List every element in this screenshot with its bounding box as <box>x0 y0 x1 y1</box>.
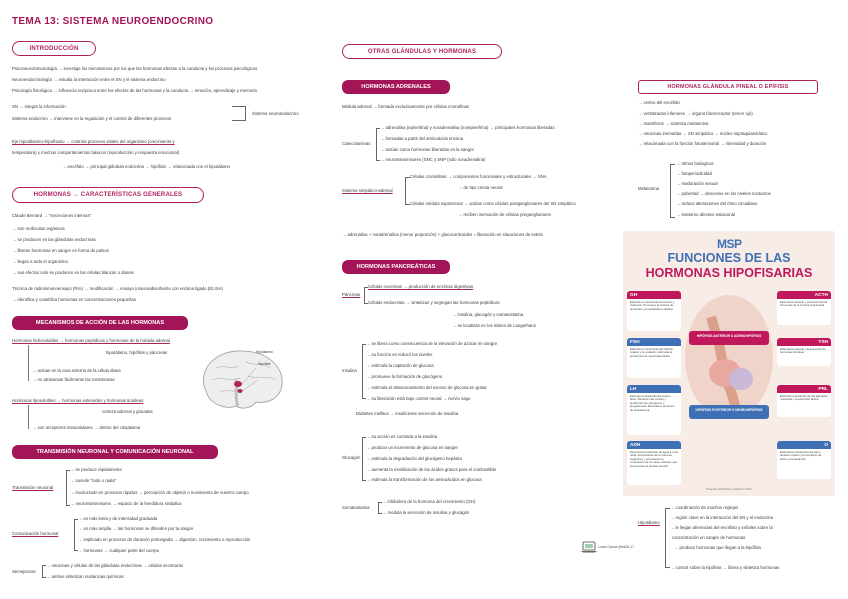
poster-box-code: TSH <box>777 338 831 346</box>
mecanismos-line: Hormonas liposolubles → hormonas esteroides y hormonas tiroideas <box>12 398 144 403</box>
poster-box-code: PRL <box>777 385 831 393</box>
transmision-line: → neuronas y células de las glándulas endocrinas → células secretoras <box>46 563 184 568</box>
intro-line: SN → integra la información <box>12 104 66 109</box>
transmision-line: → hormonas → cualquier parte del cuerpo <box>78 548 159 553</box>
intro-line: Psicología fisiológica → influencia recíproca entre los efectos de las hormonas y la conducta → emoción, aprendizaje y memoria <box>12 88 257 93</box>
author-signature: Lucía García @esiSL17 <box>598 545 635 549</box>
mecanismos-header: MECANISMOS DE ACCIÓN DE LAS HORMONAS <box>12 316 188 330</box>
poster-box-text: Estimula la síntesis y la secreción de hormonas tiroideas. <box>780 347 826 355</box>
somatostatina-label: Somatostatina <box>342 505 370 510</box>
hipotalamo-line: → produce hormonas que llegan a la hipófisis <box>674 545 762 550</box>
mecanismos-line: → no atraviesan fácilmente las membranas <box>32 377 115 382</box>
poster-box-text: Estimula el crecimiento de huesos y músculos. Promueve la síntesis de proteínas y el metabolismo lipídico. <box>630 300 675 311</box>
poster-box-text: Estimula el desarrollo del cuerpo lúteo, liberación del ovocito y producción de estrógenos y progesterona. Estimula la secreción de testosterona. <box>630 394 675 412</box>
poster-box-text: Estimula el desarrollo de las glándulas mamarias y la secreción láctea. <box>780 394 828 402</box>
mecanismos-branch <box>28 405 29 429</box>
brain-label-hipofisis: Hipófisis <box>258 362 271 366</box>
melatonina-line: → fotoperiodicidad <box>676 171 712 176</box>
glucagon-line: → su acción es contraria a la insulina <box>366 434 438 439</box>
hipotalamo-line: → región clave en la interacción del SN y el endocrino <box>670 515 774 520</box>
intro-header: INTRODUCCIÓN <box>12 41 96 56</box>
hipotalamo-line: → le llegan aferencias del encéfalo y señales sobre la <box>670 525 773 530</box>
insulina-line: → su liberación está bajo control neural → nervio vago <box>366 396 471 401</box>
poster-box-text: Estimula el crecimiento del folículo ovárico y la ovulación. Estimula la producción de espermatozoides. <box>630 347 673 358</box>
hormonas-line: → llegan a todo el organismo <box>12 259 68 264</box>
adrenales-line: → adrenalina (epinefrina) y noradrenalina (norepinefrina) → principales hormonas liberadas <box>380 125 555 130</box>
glucagon-line: → estimula la transformación de los aminoácidos en glucosa <box>366 477 482 482</box>
poster-logo: MSP <box>717 237 742 251</box>
hipotalamo-line: → control sobre la hipófisis → libera y sintetiza hormonas <box>670 565 780 570</box>
pineal-line: → mamíferos → sintetiza melatonina <box>638 121 709 126</box>
mecanismos-line: Hormonas hidrosolubles → hormonas peptídicas y hormonas de la médula adrenal <box>12 338 170 343</box>
insulina-line: → se libera como consecuencia de la elevación de azúcar en sangre <box>366 341 498 346</box>
poster-footer: Pinanda: SHOSSH y Gabriel S 2013 <box>706 487 752 491</box>
glucagon-line: → estimula la degradación del glucógeno hepático <box>366 456 463 461</box>
intro-line: Eje hipotálamico-hipofisario → controla procesos vitales del organismo (crecimiento y <box>12 139 175 144</box>
poster-box-prl <box>777 385 831 417</box>
transmision-line: → neurotransmisores → espacio de la hendidura sináptica <box>70 501 182 506</box>
poster-box-code: LH <box>627 385 681 393</box>
adrenales-label: Catecolaminas <box>342 141 371 146</box>
melatonina-line: → pubertad → descenso en los niveles nocturnos <box>676 191 771 196</box>
adrenales-line: → de tipo cresta neural <box>458 185 503 190</box>
intro-line: → encéfalo → principal glándula endocrina → hipófisis → relacionada con el hipotálamo <box>62 164 230 169</box>
laptop-icon <box>581 541 597 553</box>
hormonas-line: → se producen en las glándulas endocrinas <box>12 237 96 242</box>
poster-box-code: FSH <box>627 338 681 346</box>
mecanismos-branch <box>28 345 29 381</box>
transmision-line: → sucede "todo o nada" <box>70 478 117 483</box>
pancreaticas-label: Páncreas <box>342 292 361 297</box>
poster-box-code: GH <box>627 291 681 299</box>
intro-line: Psiconeuroinmunología → investiga los mecanismos por los que las hormonas afectan a la conducta y los procesos psicológicos <box>12 66 258 71</box>
hormonas-line: Claude Bernard → "secreciones internas" <box>12 213 92 218</box>
otras-header: OTRAS GLÁNDULAS Y HORMONAS <box>342 44 502 59</box>
pineal-line: → centro del encéfalo <box>638 100 680 105</box>
hormonas-header: HORMONAS → CARACTERÍSTICAS GENERALES <box>12 187 204 203</box>
intro-line: Neuroendocrinología → estudia la interacción entre el SN y el sistema endocrino <box>12 77 166 82</box>
adrenales-line: Células cromafinas → componentes funcionales y estructurales → SNA <box>410 174 547 179</box>
transmision-line: → implicado en procesos de duración prolongada → digestión, crecimiento o reproducción <box>78 537 251 542</box>
pineal-line: → vertebrados inferiores → órgano fotorreceptor (tercer ojo) <box>638 111 753 116</box>
insulina-line: → promueve la formación de glucógeno <box>366 374 443 379</box>
adrenales-line: Células médula suprarrenal → actúan como células postganglionares del SN simpático <box>410 201 576 206</box>
melatonina-line: → maduración sexual <box>676 181 718 186</box>
melatonina-line: → reduce alteraciones del ritmo circadiano <box>676 201 758 206</box>
adrenales-line: → reciben inervación de células preganglionares <box>458 212 551 217</box>
diabetes-line: Diabetes mellitus → insuficiente secreción de insulina <box>356 411 459 416</box>
brain-illustration <box>196 346 288 414</box>
transmision-line: → ambos sintetizan sustancias químicas <box>46 574 124 579</box>
transmision-line: → se produce rápidamente <box>70 467 122 472</box>
insulina-line: → estimula el almacenamiento del exceso de glucosa en grasa <box>366 385 487 390</box>
intro-line: temperatura) y muchos comportamientos básicos (reproducción y respuesta emocional) <box>12 150 180 155</box>
poster-box-code: O <box>777 441 831 449</box>
glucagon-line: → produce un incremento de glucosa en sangre <box>366 445 458 450</box>
adrenales-line: → formadas a partir del aminoácido tirosina <box>380 136 464 141</box>
poster-box-tsh <box>777 338 831 366</box>
mecanismos-line: → actúan en la cara externa de la célula diana <box>32 368 121 373</box>
intro-bracket <box>232 106 246 121</box>
pineal-header: HORMONAS GLÁNDULA PINEAL O EPÍFISIS <box>638 80 818 94</box>
intro-line: Sistema neuroendocrino <box>252 111 299 116</box>
poster-center-posterior: HIPÓFISIS POSTERIOR O NEUROHIPÓFISIS <box>695 408 763 412</box>
poster-box-text: Estimula la contracción del útero durante el parto y la expulsión de leche en la lactancia. <box>780 450 822 461</box>
hormonas-line: → liberan hormonas en sangre en forma de pulsos <box>12 248 109 253</box>
transmision-header: TRANSMISIÓN NEURONAL Y COMUNICACIÓN NEURONAL <box>12 445 218 459</box>
poster-box-lh <box>627 385 681 435</box>
pancreaticas-line: Células endocrinas → sintetizan y segregan las hormonas peptídicas <box>368 300 500 305</box>
melatonina-bracket <box>670 164 675 218</box>
hormonas-line: → identifica y cuantifica hormonas en concentraciones pequeñas <box>12 297 136 302</box>
melatonina-line: → trastorno afectivo estacional <box>676 212 735 217</box>
pancreaticas-header: HORMONAS PANCREÁTICAS <box>342 260 450 274</box>
glucagon-label: Glucagón <box>342 455 361 460</box>
insulina-line: → su función es reducir los niveles <box>366 352 433 357</box>
melatonina-label: Melatonina <box>638 186 660 191</box>
insulina-label: Insulina <box>342 368 357 373</box>
adrenales-line: → neurotransmisores (SNC y SNP (sólo noradrenalina) <box>380 157 486 162</box>
transmision-label: Comunicación hormonal <box>12 531 59 536</box>
adrenales-line: → actúan como hormonas liberadas en la sangre <box>380 147 474 152</box>
adrenales-label: Sistema simpático-adrenal <box>342 188 393 193</box>
somatostatina-line: → inhibidora de la hormona del crecimiento (GH) <box>382 499 476 504</box>
hipotalamo-bracket <box>665 508 670 568</box>
pineal-line: → neuronas inervadas → SN simpático → núcleo supraquiasmático <box>638 131 768 136</box>
transmision-line: → es más amplia → las hormonas se difunden por la sangre <box>78 526 194 531</box>
adrenales-line: → adrenalina + noradrenalina (menor proporción) + glucocorticoides = liberación en situaciones de estrés <box>342 232 543 237</box>
poster-box-text: Determina la retención de agua a nivel renal, aumentando así el volumen sanguíneo y provocando la contracción de los vasos. Efectos que incrementan la tensión arterial. <box>630 450 678 468</box>
poster-box-code: ADH <box>627 441 681 449</box>
insulina-bracket <box>362 344 366 399</box>
pancreaticas-line: → se localizan en los islotes de Langerhans <box>452 323 536 328</box>
hormonas-line: Técnica de radioinmunoensayo (RIA) → modificación → ensayo inmunoabsorbente con enzima ligado (ELISA) <box>12 286 223 291</box>
transmision-label: Transmisión neuronal <box>12 485 54 490</box>
poster-box-text: Estimula la síntesis y secreción de las hormonas de la corteza suprarrenal. <box>780 300 828 308</box>
hormonas-hipofisarias-poster <box>623 231 835 496</box>
pineal-line: → relacionada con la función fotosensorial → intensidad y duración <box>638 141 767 146</box>
poster-box-adh <box>627 441 681 485</box>
poster-title-line2: HORMONAS HIPOFISARIAS <box>645 266 813 280</box>
poster-box-acth <box>777 291 831 325</box>
transmision-bracket <box>74 519 78 551</box>
poster-box-gh <box>627 291 681 331</box>
brain-label-hipotalamo: Hipotálamo <box>256 350 273 354</box>
adrenales-line: Médula adrenal → formada exclusivamente por células cromafinas <box>342 104 470 109</box>
intro-line: Sistema endocrino → interviene en la regulación y el control de diferentes procesos <box>12 116 172 121</box>
poster-box-code: ACTH <box>777 291 831 299</box>
poster-title-line1: FUNCIONES DE LAS <box>667 251 791 265</box>
hormonas-line: → son moléculas orgánicas <box>12 226 65 231</box>
melatonina-line: → ritmos biológicos <box>676 161 714 166</box>
hipotalamo-label: Hipotálamo <box>638 520 660 525</box>
mecanismos-line: hipotálamo, hipófisis y páncreas <box>106 350 168 355</box>
pancreaticas-line: Células exocrinas → producción de enzimas digestivas <box>368 284 474 289</box>
page-title: TEMA 13: SISTEMA NEUROENDOCRINO <box>12 16 214 27</box>
transmision-label: Semejanzas <box>12 569 36 574</box>
transmision-line: → involucrado en procesos rápidos → percepción de objetos o movimiento de nuestro cuerpo <box>70 490 249 495</box>
transmision-line: → es más lenta y de intensidad graduada <box>78 516 158 521</box>
poster-center-anterior: HIPÓFISIS ANTERIOR O ADENOHIPÓFISIS <box>696 334 762 338</box>
adrenales-header: HORMONAS ADRENALES <box>342 80 450 94</box>
poster-box-oxitocina <box>777 441 831 479</box>
mecanismos-line: corteza adrenal y gónadas <box>102 409 153 414</box>
somatostatina-line: → modula la secreción de insulina y glucagón <box>382 510 470 515</box>
pancreaticas-line: → insulina, glucagón y somatostatina <box>452 312 524 317</box>
hipotalamo-line: concentración en sangre de hormonas <box>672 535 746 540</box>
hormonas-line: → sus efectos solo se producen en las células blancas o dianas <box>12 270 134 275</box>
insulina-line: → estimula la captación de glucosa <box>366 363 434 368</box>
poster-box-fsh <box>627 338 681 378</box>
glucagon-line: → aumenta la movilización de los ácidos grasos para el combustible <box>366 467 497 472</box>
hipotalamo-line: → coordinación de muchos reglejos <box>670 505 739 510</box>
mecanismos-line: → son receptores intracelulares → dentro del citoplasma <box>32 425 141 430</box>
